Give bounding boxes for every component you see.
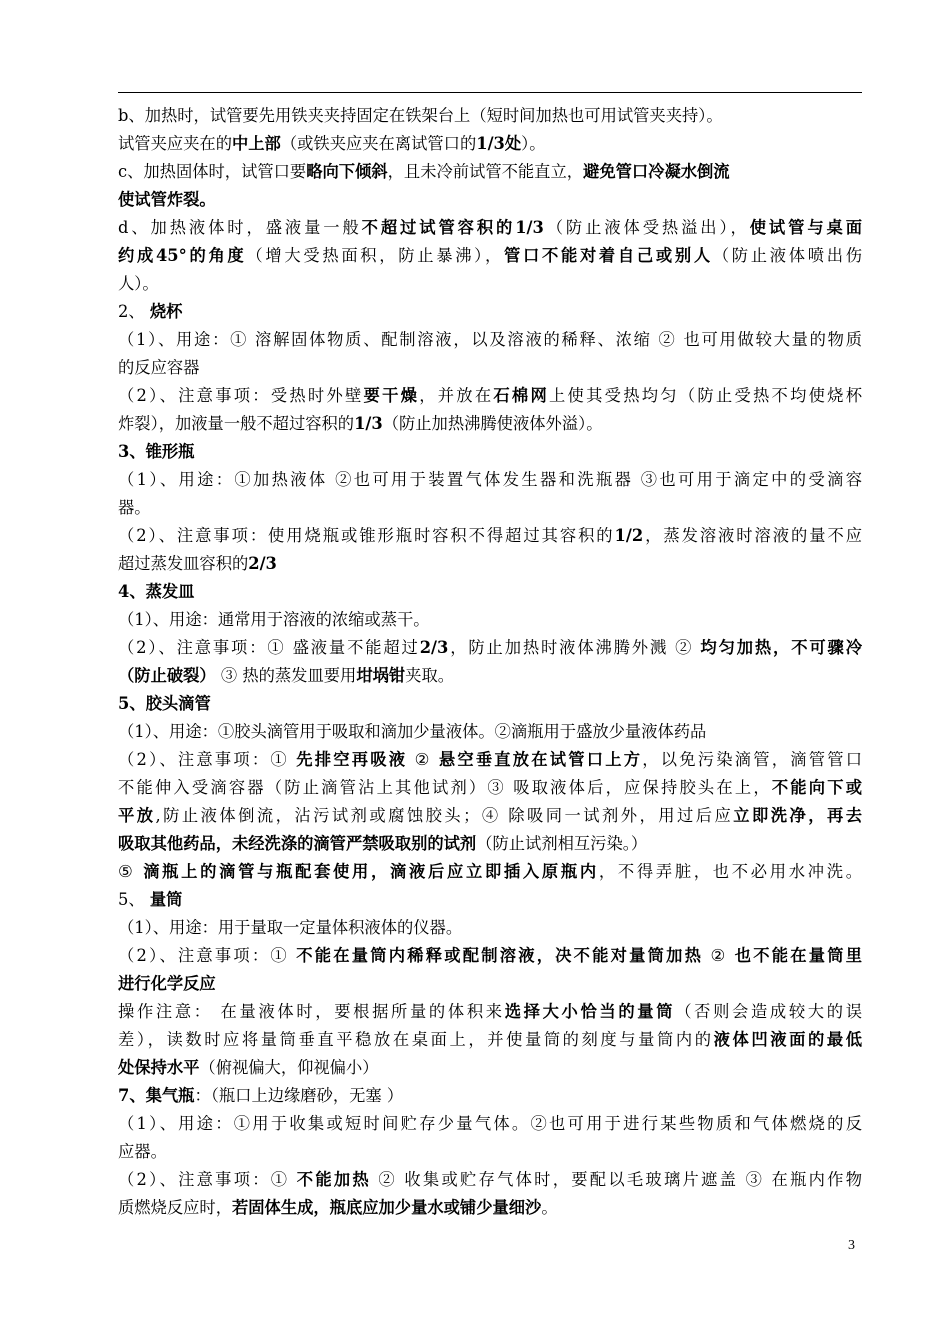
text-run: （防止液体喷出伤 xyxy=(712,246,862,265)
bold-text: 不能加热 xyxy=(296,1170,371,1189)
text-line xyxy=(118,466,862,494)
text-run: ③ 热的蒸发皿要用 xyxy=(215,666,357,685)
text-run: 夹取。 xyxy=(405,666,455,685)
text-run: （2）、注意事项：① xyxy=(118,750,297,769)
text-line xyxy=(118,606,862,634)
text-line xyxy=(118,830,862,858)
text-line xyxy=(118,410,862,438)
text-run: 炸裂），加液量一般不超过容积的 xyxy=(118,414,355,433)
bold-text: 平放 xyxy=(118,806,156,825)
text-run: （1）、用途：① 溶解固体物质、配制溶液，以及溶液的稀释、浓缩 ② 也可用做较大量的物质 xyxy=(118,330,862,349)
text-line xyxy=(118,298,862,326)
text-line xyxy=(118,578,862,606)
bold-text: 不能向下或 xyxy=(771,778,862,797)
text-line xyxy=(118,970,862,998)
bold-text: 滴瓶上的滴管与瓶配套使用，滴液后应立即插入原瓶内 xyxy=(143,862,599,881)
text-run: ，且未冷前试管不能直立， xyxy=(387,162,584,181)
text-line xyxy=(118,1082,862,1110)
text-run: （防止液体受热溢出）， xyxy=(543,218,750,237)
text-run: （2）、注意事项：① 盛液量不能超过 xyxy=(118,638,420,657)
text-run: ，以免污染滴管，滴管管口 xyxy=(642,750,862,769)
text-line xyxy=(118,746,862,774)
bold-text: 立即洗净，再去 xyxy=(733,806,862,825)
text-run: ，不得弄脏，也不必用水冲洗。 xyxy=(598,862,862,881)
text-run: 。 xyxy=(541,1198,558,1217)
text-run: d、加热液体时，盛液量一般 xyxy=(118,218,362,237)
text-line xyxy=(118,774,862,802)
text-line xyxy=(118,1110,862,1138)
text-run: 操作注意： 在量液体时，要根据所量的体积来 xyxy=(118,1002,505,1021)
bold-text: 4、蒸发皿 xyxy=(118,582,195,601)
bold-text: 若固体生成，瓶底应加少量水或铺少量细沙 xyxy=(231,1198,542,1217)
document-body xyxy=(118,102,862,1222)
bold-text: 使试管炸裂。 xyxy=(118,190,216,209)
text-line xyxy=(118,242,862,270)
bold-text: 不超过试管容积的1/3 xyxy=(361,218,544,237)
text-run: 质燃烧反应时， xyxy=(118,1198,232,1217)
bold-text: 避免管口冷凝水倒流 xyxy=(583,162,730,181)
bold-text: 1/3 xyxy=(354,414,383,433)
bold-text: 中上部 xyxy=(231,134,281,153)
bold-text: 2/3 xyxy=(419,638,449,657)
text-line xyxy=(118,354,862,382)
text-line xyxy=(118,326,862,354)
text-run: （防止加热沸腾使液体外溢）。 xyxy=(382,414,603,433)
bold-text: 使试管与桌面 xyxy=(749,218,862,237)
text-run: （1）、用途：通常用于溶液的浓缩或蒸干。 xyxy=(118,610,430,629)
text-run: （1）、用途：用于量取一定量体积液体的仪器。 xyxy=(118,918,463,937)
text-run: （2）、注意事项：使用烧瓶或锥形瓶时容积不得超过其容积的 xyxy=(118,526,615,545)
text-line xyxy=(118,494,862,522)
text-line xyxy=(118,1166,862,1194)
text-run: 超过蒸发皿容积的 xyxy=(118,554,249,573)
header-rule xyxy=(118,92,862,93)
text-run: 试管夹应夹在的 xyxy=(118,134,232,153)
text-run: ，蒸发溶液时溶液的量不应 xyxy=(643,526,862,545)
bold-text: 进行化学反应 xyxy=(118,974,216,993)
text-line xyxy=(118,550,862,578)
bold-text: 烧杯 xyxy=(149,302,183,321)
bold-text: 吸取其他药品，未经洗涤的滴管严禁吸取别的试剂 xyxy=(118,834,477,853)
text-run: （或铁夹应夹在离试管口的 xyxy=(280,134,477,153)
text-line xyxy=(118,942,862,970)
bold-text: 先排空再吸液 xyxy=(296,750,408,769)
bold-text: 5、胶头滴管 xyxy=(118,694,211,713)
bold-text: 选择大小恰当的量筒 xyxy=(504,1002,676,1021)
text-run: ,防止液体倒流，沾污试剂或腐蚀胶头；④ 除吸同一试剂外，用过后应 xyxy=(155,806,734,825)
text-run: （2）、注意事项：受热时外壁 xyxy=(118,386,364,405)
text-run: 2、 xyxy=(118,302,150,321)
bold-text: 量筒 xyxy=(149,890,183,909)
bold-text: 要干燥 xyxy=(363,386,420,405)
bold-text: 7、集气瓶 xyxy=(118,1086,195,1105)
bold-text: 液体凹液面的最低 xyxy=(713,1030,862,1049)
text-run: （俯视偏大，仰视偏小） xyxy=(199,1058,379,1077)
text-run: 上使其受热均匀（防止受热不均使烧杯 xyxy=(549,386,862,405)
text-line xyxy=(118,1054,862,1082)
text-line xyxy=(118,102,862,130)
text-run: ）。 xyxy=(521,134,546,153)
text-line xyxy=(118,718,862,746)
text-run: 5、 xyxy=(118,890,150,909)
bold-text: 坩埚钳 xyxy=(356,666,406,685)
text-run: （1）、用途：①用于收集或短时间贮存少量气体。②也可用于进行某些物质和气体燃烧的反 xyxy=(118,1114,862,1133)
bold-text: 也不能在量筒里 xyxy=(734,946,862,965)
bold-text: 不能在量筒内稀释或配制溶液，决不能对量筒加热 xyxy=(296,946,704,965)
text-line xyxy=(118,438,862,466)
text-run: 人）。 xyxy=(118,274,159,293)
bold-text: 略向下倾斜 xyxy=(306,162,388,181)
text-line xyxy=(118,914,862,942)
text-run: （2）、注意事项：① xyxy=(118,946,297,965)
text-line xyxy=(118,130,862,158)
text-line xyxy=(118,634,862,662)
text-run: ⑤ xyxy=(118,862,144,881)
bold-text: 处保持水平 xyxy=(118,1058,200,1077)
bold-text: 石棉网 xyxy=(493,386,550,405)
bold-text: 1/3处 xyxy=(476,134,522,153)
bold-text: 1/2 xyxy=(614,526,644,545)
text-line xyxy=(118,158,862,186)
text-run: （否则会造成较大的误 xyxy=(675,1002,862,1021)
text-line xyxy=(118,186,862,214)
text-line xyxy=(118,1138,862,1166)
bold-text: 3、锥形瓶 xyxy=(118,442,195,461)
page-number: 3 xyxy=(848,1238,855,1253)
text-run: 的反应容器 xyxy=(118,358,200,377)
text-run: ，并放在 xyxy=(419,386,494,405)
text-run: ② xyxy=(407,750,439,769)
text-line xyxy=(118,382,862,410)
bold-text: （防止破裂） xyxy=(118,666,216,685)
text-run: 应器。 xyxy=(118,1142,167,1161)
text-line xyxy=(118,886,862,914)
text-run: （增大受热面积，防止暴沸）， xyxy=(246,246,505,265)
text-line xyxy=(118,214,862,242)
text-run: （1）、用途：①加热液体 ②也可用于装置气体发生器和洗瓶器 ③也可用于滴定中的受滴容 xyxy=(118,470,862,489)
text-run: ② xyxy=(703,946,735,965)
text-line xyxy=(118,662,862,690)
text-run: ② 收集或贮存气体时，要配以毛玻璃片遮盖 ③ 在瓶内作物 xyxy=(370,1170,862,1189)
text-run: （防止试剂相互污染。） xyxy=(476,834,648,853)
bold-text: 约成45°的角度 xyxy=(118,246,247,265)
text-line xyxy=(118,1194,862,1222)
bold-text: 悬空垂直放在试管口上方 xyxy=(438,750,643,769)
text-line xyxy=(118,802,862,830)
text-run: （2）、注意事项：① xyxy=(118,1170,297,1189)
text-line xyxy=(118,690,862,718)
bold-text: 管口不能对着自己或别人 xyxy=(504,246,713,265)
text-run: 不能伸入受滴容器（防止滴管沾上其他试剂）③ 吸取液体后，应保持胶头在上， xyxy=(118,778,772,797)
text-run: b、加热时，试管要先用铁夹夹持固定在铁架台上（短时间加热也可用试管夹夹持）。 xyxy=(118,106,723,125)
text-line xyxy=(118,522,862,550)
text-run: ：（瓶口上边缘磨砂，无塞 ） xyxy=(194,1086,404,1105)
text-line xyxy=(118,270,862,298)
bold-text: 2/3 xyxy=(248,554,277,573)
text-line xyxy=(118,858,862,886)
text-run: ，防止加热时液体沸腾外溅 ② xyxy=(448,638,701,657)
text-line xyxy=(118,998,862,1026)
text-run: c、加热固体时，试管口要 xyxy=(118,162,307,181)
text-run: 器。 xyxy=(118,498,151,517)
text-line xyxy=(118,1026,862,1054)
bold-text: 均匀加热，不可骤冷 xyxy=(700,638,862,657)
text-run: （1）、用途：①胶头滴管用于吸取和滴加少量液体。②滴瓶用于盛放少量液体药品 xyxy=(118,722,707,741)
text-run: 差），读数时应将量筒垂直平稳放在桌面上，并使量筒的刻度与量筒内的 xyxy=(118,1030,714,1049)
